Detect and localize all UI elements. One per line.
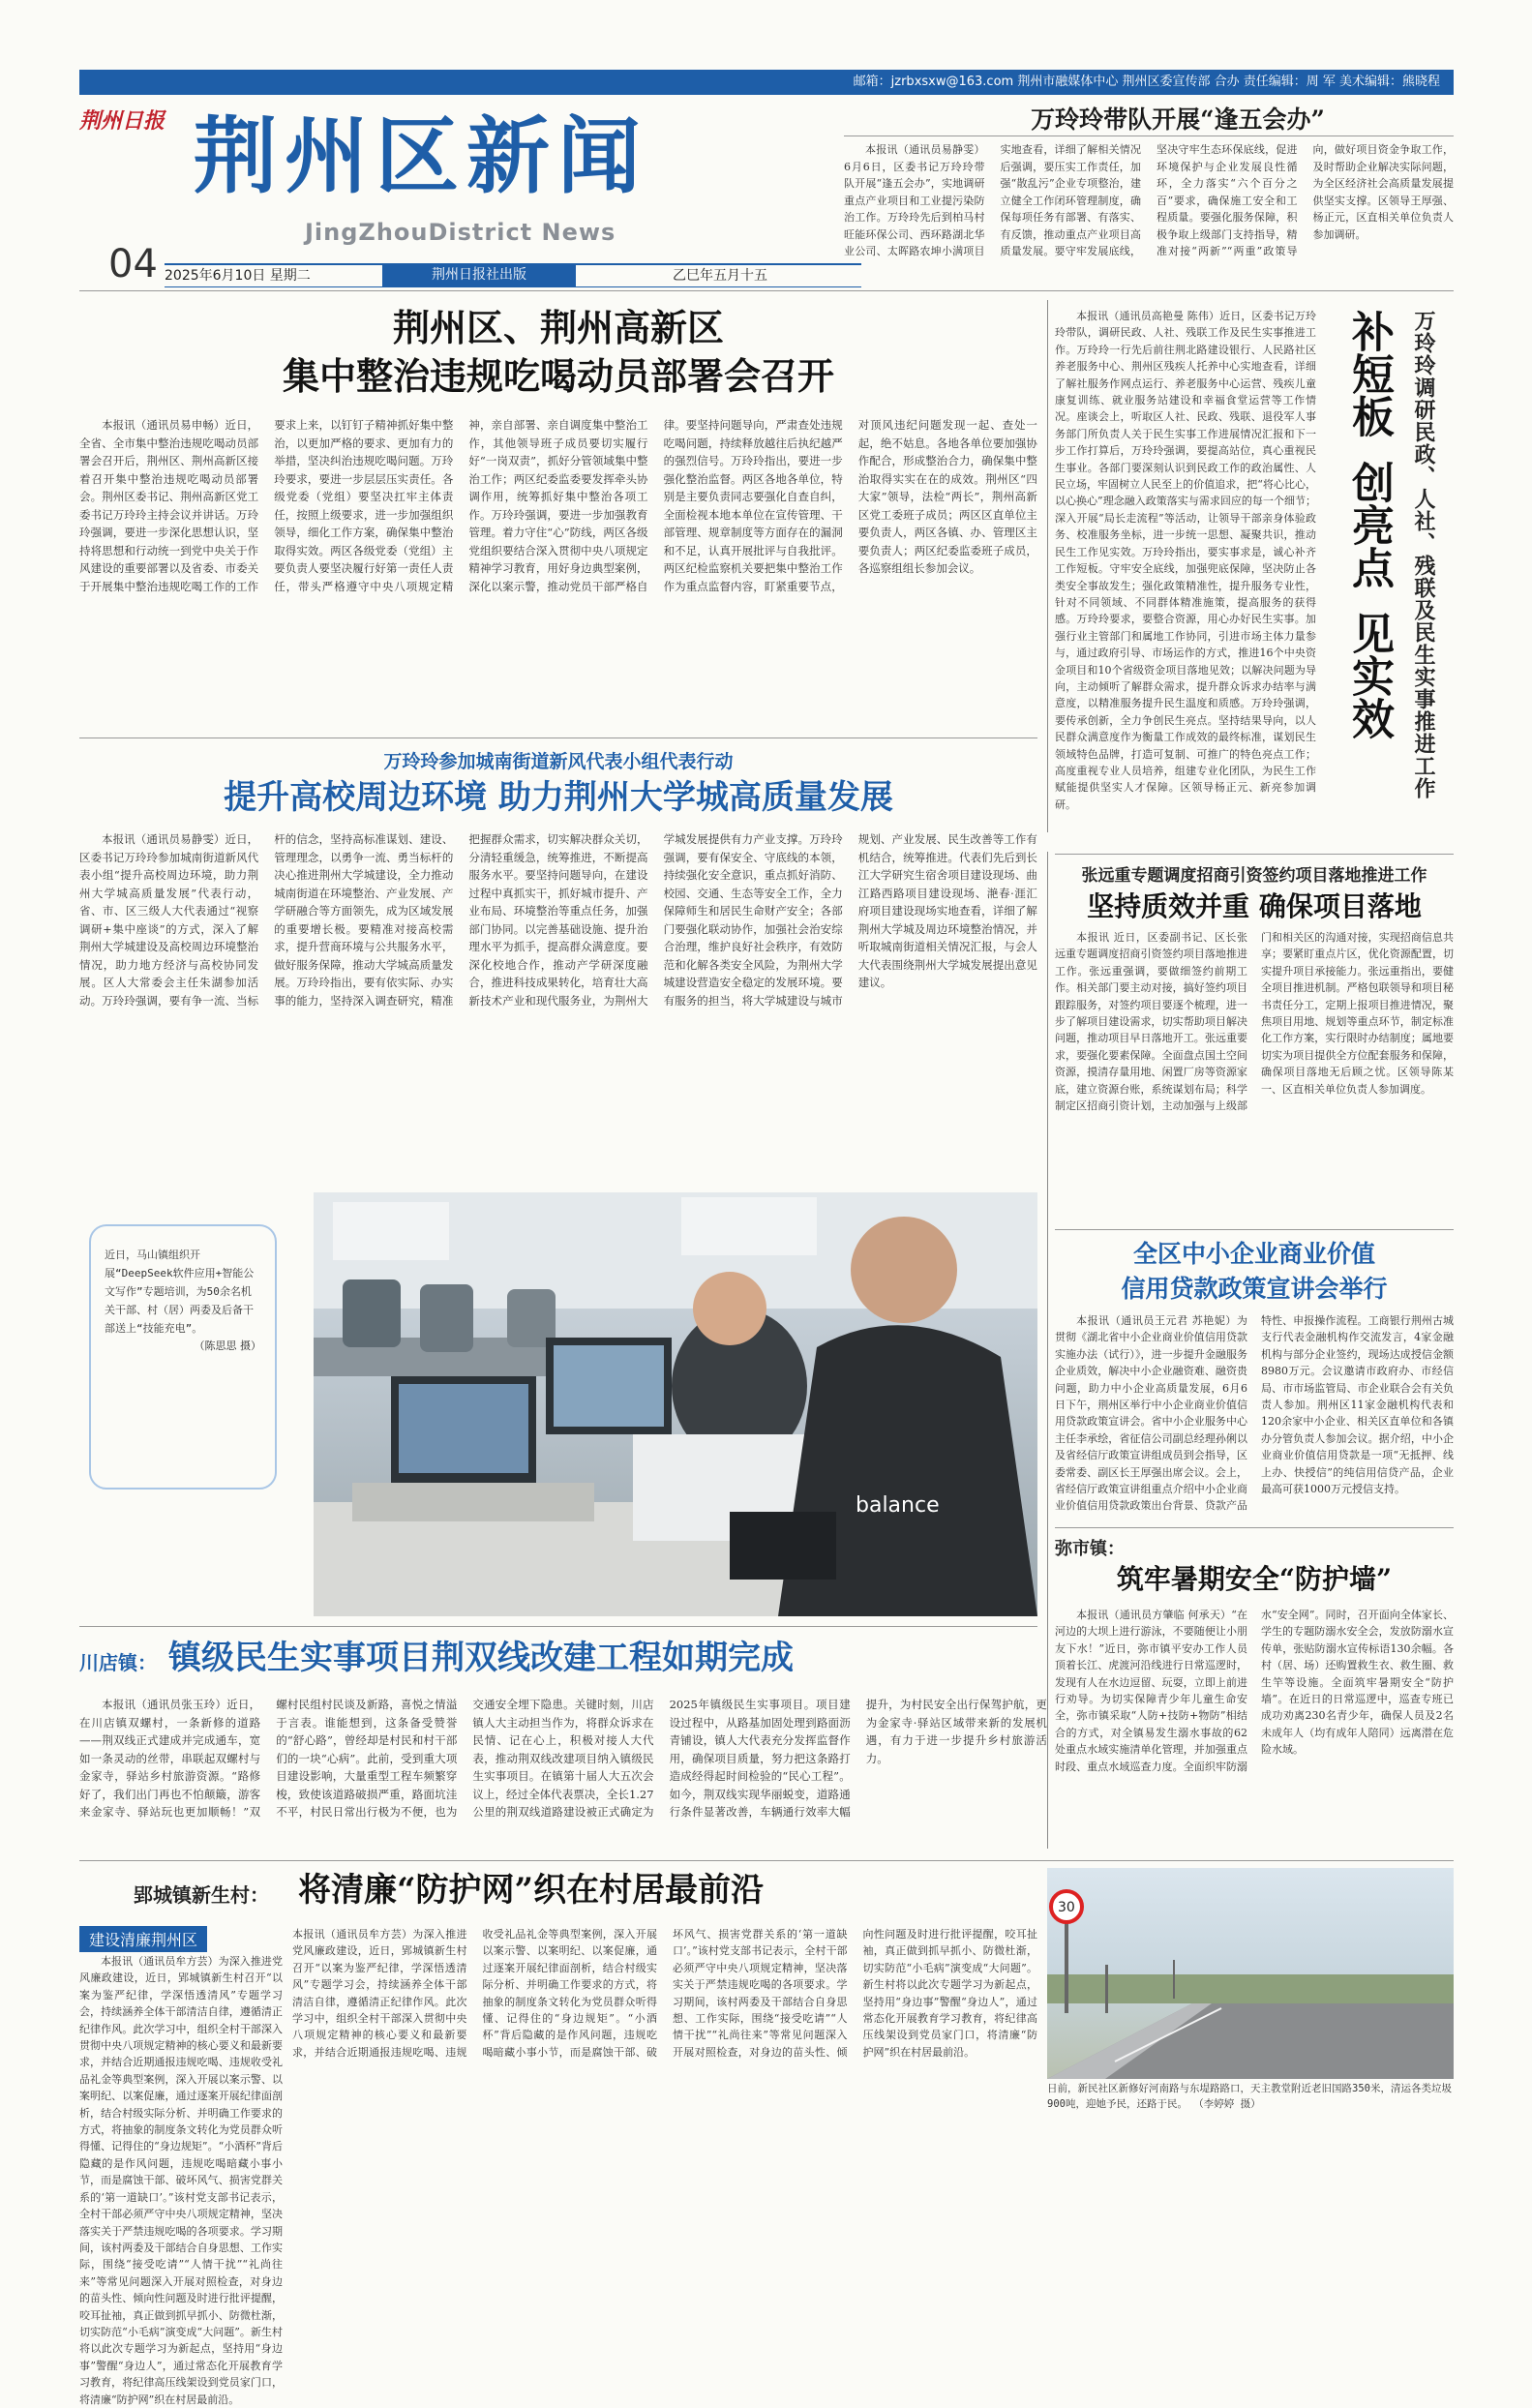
article-body: 本报讯（通讯员高艳曼 陈伟）近日，区委书记万玲玲带队，调研民政、人社、残联工作及民生实事推进工作。万玲玲一行先后前往荆北路建设银行、人民路社区养老服务中心、荆州区残疾人托养中心实地查看，详细了解社服务作网点运行、养老服务中心运营、残疾儿童康复训练、就业服务站建设和幸福食堂运营等工作情况。座谈会上，听取区人社、民政、残联、退役军人事务部门所负责人关于民生实事工作进展情况汇报和下一步工作打算后，万玲玲强调，要提高站位，真心重视民生事业。各部门要深刻认识到民政工作的政治属性、人民立场，牢固树立人民至上的价值追求，把“将心比心，以心换心”理念融入政策落实与需求回应的每一个细节；深入开展“局长走流程”等活动，让领导干部亲身体验政务、校准服务坐标，进一步统一思想、凝聚共识，推动民生工作见实效。万玲玲指出，要实事求是，诚心补齐工作短板。守牢安全底线，加强兜底保障，坚决防止各类安全事故发生；强化政策精准性，提升服务专业性，针对不同领域、不同群体精准施策，提高服务的获得感。万玲玲要求，要整合资源，用心办好民生实事。加强行业主管部门和属地工作协同，引进市场主体力量参与，通过政府引导、市场运作的方式，推进16个中央资金项目和10个省级资金项目落地见效；以解决问题为导向，主动倾听了解群众需求，提升群众诉求办结率与满意度，以精准服务提升民生温度和质感。万玲玲强调，要传承创新，全力争创民生亮点。坚持结果导向，以人民群众满意度作为衡量工作成效的最终标准，谋划民生领域特色品牌，打造可复制、可推广的特色亮点工作；高度重视专业人员培养，组建专业化团队，为民生工作赋能提供坚实人才保障。区领导杨正元、新亮参加调研。 <box>1055 310 1316 811</box>
article-sme-credit <box>1055 1237 1454 1307</box>
photo-credit: （陈思思 摄） <box>194 1339 261 1352</box>
date-bar <box>165 263 861 287</box>
headline-line1: 全区中小企业商业价值 <box>1132 1240 1375 1268</box>
divider <box>1055 1229 1454 1230</box>
article-investment <box>1055 861 1454 928</box>
masthead-en: JingZhouDistrict News <box>305 219 616 246</box>
training-photo <box>314 1192 1037 1616</box>
article-body-continued: 本报讯（通讯员牟方芸）为深入推进党风廉政建设，近日，郢城镇新生村召开“以案为鉴严纪律，学深悟透清风”专题学习会，持续涵养全体干部清洁自律，遵循清正纪律作风。此次学习中，组织全村干部深入贯彻中央八项规定精神的核心要义和最新要求，并结合近期通报违规吃喝、违规收受礼品礼金等典型案例，深入开展以案示警、以案明纪、以案促廉，通过逐案开展纪律面剖析，结合村级实际分析、并明确工作要求的方式，将抽象的制度条文转化为党员群众听得懂、记得住的“身边规矩”。“小酒杯”背后隐藏的是作风问题，违规吃喝暗藏小事小节，而是腐蚀干部、破坏风气、损害党群关系的‘第一道缺口’。”该村党支部书记表示，全村干部必须严守中央八项规定精神，坚决落实关于严禁违规吃喝的各项要求。学习期间，该村两委及干部结合自身思想、工作实际，围绕“接受吃请”“人情干扰”“礼尚往来”等常见问题深入开展对照检查，对身边的苗头性、倾向性问题及时进行批评提醒，咬耳扯袖，真正做到抓早抓小、防微杜渐，切实防范“小毛病”演变成“大问题”。新生村将以此次专题学习为新起点，坚持用“身边事”警醒“身边人”，通过常态化开展教育学习教育，将纪律高压线架设到党员家门口，将清廉“防护网”织在村居最前沿。 <box>292 1928 1037 2059</box>
divider <box>844 135 1454 136</box>
page-number: 04 <box>108 242 158 286</box>
place-label: 弥市镇： <box>1055 1539 1125 1559</box>
article-clean-net <box>79 1866 1037 1920</box>
article-title: 万玲玲带队开展“逢五会办” <box>1031 105 1325 134</box>
title-part-1: 补短板 <box>1344 310 1394 437</box>
article-wanlingling-feng5 <box>844 101 1454 135</box>
article-body: 本报讯（通讯员易静雯）6月6日，区委书记万玲玲带队开展“逢五会办”，实地调研重点产业项目和工业提污染防治工作。万玲玲先后到柏马村旺能环保公司、西环路湖北华业公司、太晖路农坤小满项目实地查看，详细了解相关情况后强调，要压实工作责任，加强“散乱污”企业专项整治，建立健全工作闭环管理制度，确保每项任务有部署、有落实、有反馈，推动重点产业项目高质量发展。要守牢发展底线，坚决守牢生态环保底线，促进环境保护与企业发展良性循环，全力落实“六个百分之百”要求，确保施工安全和工程质量。要强化服务保障，积极争取上级部门支持指导，精准对接“两新”“两重”政策导向，做好项目资金争取工作，及时帮助企业解决实际问题，为全区经济社会高质量发展提供坚实支撑。区领导王厚强、杨正元，区直相关单位负责人参加调研。 <box>844 143 1454 257</box>
main-title <box>1324 310 1401 739</box>
headline: 坚持质效并重 确保项目落地 <box>1087 890 1422 922</box>
headline: 提升高校周边环境 助力荆州大学城高质量发展 <box>224 778 893 817</box>
article-body: 本报讯（通讯员易申畅）近日，全省、全市集中整治违规吃喝动员部署会召开后，荆州区、荆州高新区接着召开集中整治违规吃喝动员部署会。荆州区委书记、荆州高新区党工委书记万玲玲主持会议并讲话。万玲玲强调，要进一步深化思想认识，坚持将思想和行动统一到党中央关于作风建设的重要部署以及省委、市委关于开展集中整治违规吃喝工作的工作要求上来，以钉钉子精神抓好集中整治，以更加严格的要求、更加有力的举措，坚决纠治违规吃喝问题。万玲玲要求，要进一步层层压实责任。各级党委（党组）要坚决扛牢主体责任，按照上级要求，进一步加强组织领导，细化工作方案，确保集中整治取得实效。两区各级党委（党组）主要负责人要坚决履行好第一责任人责任，带头严格遵守中央八项规定精神，亲自部署、亲自调度集中整治工作，其他领导班子成员要切实履行好“一岗双责”，抓好分管领域集中整治工作；两区纪委监委要发挥牵头协调作用，统筹抓好集中整治各项工作。万玲玲强调，要进一步加强教育管理。着力守住“心”防线，两区各级党组织要结合深入贯彻中央八项规定精神学习教育，用好身边典型案例，深化以案示警，推动党员干部严格自律。要坚持问题导向，严肃查处违规吃喝问题，持续释放越往后执纪越严的强烈信号。万玲玲指出，要进一步强化整治监督。两区各地各单位，特别是主要负责同志要强化自查自纠，全面检视本地本单位在宣传管理、干部管理、规章制度等方面存在的漏洞和不足，认真开展批评与自我批评。两区纪检监察机关要把集中整治工作作为重点监督内容，盯紧重要节点，对顶风违纪问题发现一起、查处一起，绝不姑息。各地各单位要加强协作配合，形成整治合力，确保集中整治取得实实在在的成效。荆州区“四大家”领导，法检“两长”，荆州高新区党工委班子成员；两区区直单位主要负责人，两区各镇、办、管理区主要负责人；两区纪委监委班子成员，各巡察组组长参加会议。 <box>79 418 1037 593</box>
shirt-text: balance <box>856 1493 940 1518</box>
divider <box>79 737 1037 738</box>
article-body: 本报讯（通讯员王元君 苏艳妮）为贯彻《湖北省中小企业商业价值信用贷款实施办法（试行）》，进一步提升金融服务企业质效，解决中小企业融资难、融资贵问题，助力中小企业高质量发展，6月6日下午，荆州区举行中小企业商业价值信用贷款政策宣讲会。省中小企业服务中心主任李承绘，省征信公司副总经理孙俐以及省经信厅政策宣讲组成员到会指导，区委常委、副区长王厚强出席会议。会上，省经信厅政策宣讲组重点介绍中小企业商业价值信用贷款政策出台背景、贷款产品特性、申报操作流程。工商银行荆州古城支行代表金融机构作交流发言，4家金融机构与部分企业签约，现场达成授信金额8980万元。会议邀请市政府办、市经信局、市市场监管局、市企业联合会有关负责人参加。荆州区11家金融机构代表和120余家中小企业、相关区直单位和各镇办分管负责人参加会议。据介绍，中小企业商业价值信用贷款是一项“无抵押、线上办、快授信”的纯信用信贷产品，企业最高可获1000万元授信支持。 <box>1055 1314 1454 1513</box>
subtitle: 万玲玲参加城南街道新风代表小组代表行动 <box>383 751 734 772</box>
title-part-3: 见实效 <box>1344 612 1394 739</box>
issue-date: 2025年6月10日 星期二 <box>165 268 311 284</box>
article-road <box>79 1634 1037 1688</box>
column-rule <box>1047 300 1048 832</box>
headline: 镇级民生实事项目荆双线改建工程如期完成 <box>168 1639 794 1677</box>
divider <box>1055 854 1454 855</box>
column-badge-label: 建设清廉荆州区 <box>79 1926 207 1952</box>
publisher-badge: 荆州日报社出版 <box>382 264 576 286</box>
road-illustration <box>1047 1868 1454 2079</box>
article-body: 本报讯（通讯员方肇临 何承天）“在河边的大坝上进行游泳，不要随便让小朋友下水！”近日，弥市镇平安办工作人员顶着长江、虎渡河沿线进行日常巡逻时，发现有人在水边逗留、玩耍，立即上前进行劝导。为切实保障青少年儿童生命安全，弥市镇采取“人防+技防+物防”相结合的方式，对全镇易发生溺水事故的62处重点水域实施清单化管理，并加强重点时段、重点水域巡查力度。全面织牢防溺水“安全网”。同时，召开面向全体家长、学生的专题防溺水安全会，发放防溺水宣传单，张贴防溺水宣传标语130余幅。各村（居、场）还购置救生衣、救生圈、救生竿等设施。全面筑牢暑期安全“防护墙”。在近日的日常巡逻中，巡查专班已成功劝离230名青少年，确保人员及2名未成年人（均有成年人陪同）远离潜在危险水域。 <box>1055 1609 1454 1773</box>
divider <box>79 1860 1454 1861</box>
article-body: 本报讯 近日，区委副书记、区长张远重专题调度招商引资签约项目落地推进工作。张远重强调，要做细签约前期工作。相关部门要主动对接，搞好签约项目跟踪服务，对签约项目要逐个梳理，进一步了解项目建设需求，切实帮助项目解决问题，推动项目早日落地开工。张远重要求，要强化要素保障。全面盘点国土空间资源，摸清存量用地、闲置厂房等资源家底，建立资源台账，系统谋划布局；科学制定区招商引资计划，主动加强与上级部门和相关区的沟通对接，实现招商信息共享；要紧盯重点片区，优化资源配置，切实提升项目承接能力。张远重指出，要健全项目推进机制。严格包联领导和项目秘书责任分工，定期上报项目推进情况，聚焦项目用地、规划等重点环节，制定标准化工作方案，实行限时办结制度；属地要切实为项目提供全方位配套服务和保障，确保项目落地无后顾之忧。区领导陈某一、区直相关单位负责人参加调度。 <box>1055 931 1454 1113</box>
paper-logo: 荆州日报 <box>79 108 165 134</box>
masthead: 荆州区新闻 <box>194 107 648 205</box>
divider <box>79 1626 1037 1627</box>
divider <box>1055 1527 1454 1528</box>
place-label: 川店镇： <box>79 1651 157 1674</box>
title-part-2: 创亮点 <box>1344 461 1394 588</box>
photo-illustration <box>314 1192 1037 1616</box>
place-label: 郢城镇新生村： <box>134 1883 269 1907</box>
photo-caption: 近日，马山镇组织开展“DeepSeek软件应用+智能公文写作”专题培训，为50余名机关干部、村（居）两委及后备干部送上“技能充电”。 <box>105 1249 255 1335</box>
speed-sign-number: 30 <box>1058 1900 1075 1915</box>
headline-line2: 信用贷款政策宣讲会举行 <box>1121 1275 1388 1303</box>
photo2-caption-block <box>1047 2081 1454 2112</box>
article-body-intro <box>79 1953 283 2406</box>
column-badge <box>79 1926 283 1952</box>
photo2-caption: 日前，新民社区新修好河南路与东堤路路口，天主教堂附近老旧国路350米，清运各类垃圾900吨，迎她予民，还路于民。 <box>1047 2083 1452 2110</box>
email-line: 邮箱：jzrbxsxw@163.com 荆州市融媒体中心 荆州区委宣传部 合办 责任编辑：周 军 美术编辑：熊晓程 <box>853 75 1440 89</box>
header-bar <box>79 70 1454 95</box>
article-9-continuation <box>292 1926 1037 2096</box>
article-violation-dining <box>79 304 1037 401</box>
photo2-credit: （李婷婷 摄） <box>1193 2098 1261 2110</box>
divider <box>79 290 1454 291</box>
headline-line1: 荆州区、荆州高新区 <box>392 306 724 349</box>
caption-box <box>89 1224 277 1490</box>
article-summer-safety <box>1055 1535 1454 1599</box>
article-body: 本报讯（通讯员牟方芸）为深入推进党风廉政建设，近日，郢城镇新生村召开“以案为鉴严纪律，学深悟透清风”专题学习会，持续涵养全体干部清洁自律，遵循清正纪律作风。此次学习中，组织全村干部深入贯彻中央八项规定精神的核心要义和最新要求，并结合近期通报违规吃喝、违规收受礼品礼金等典型案例，深入开展以案示警、以案明纪、以案促廉，通过逐案开展纪律面剖析，结合村级实际分析、并明确工作要求的方式，将抽象的制度条文转化为党员群众听得懂、记得住的“身边规矩”。“小酒杯”背后隐藏的是作风问题，违规吃喝暗藏小事小节，而是腐蚀干部、破坏风气、损害党群关系的‘第一道缺口’。”该村党支部书记表示，全村干部必须严守中央八项规定精神，坚决落实关于严禁违规吃喝的各项要求。学习期间，该村两委及干部结合自身思想、工作实际，围绕“接受吃请”“人情干扰”“礼尚往来”等常见问题深入开展对照检查，对身边的苗头性、倾向性问题及时进行批评提醒，咬耳扯袖，真正做到抓早抓小、防微杜渐，切实防范“小毛病”演变成“大问题”。新生村将以此次专题学习为新起点，坚持用“身边事”警醒“身边人”，通过常态化开展教育学习教育，将纪律高压线架设到党员家门口，将清廉“防护网”织在村居最前沿。 <box>79 1955 283 2406</box>
article-university-city <box>79 747 1037 822</box>
column-rule <box>1047 852 1048 1849</box>
headline-line2: 集中整治违规吃喝动员部署会召开 <box>282 354 834 398</box>
road-photo <box>1047 1868 1454 2079</box>
subtitle: 张远重专题调度招商引资签约项目落地推进工作 <box>1081 866 1427 886</box>
article-body: 本报讯（通讯员易静雯）近日，区委书记万玲玲参加城南街道新风代表小组“提升高校周边环境，助力荆州大学城高质量发展”代表行动，省、市、区三级人大代表通过“视察调研+集中座谈”的方式，深入了解荆州大学城建设及高校周边环境整治情况，助力地方经济与高校协同发展。区人大常委会主任朱湖参加活动。万玲玲强调，要有争一流、当标杆的信念，坚持高标准谋划、建设、管理理念，以勇争一流、勇当标杆的决心推进荆州大学城建设，全力推动城南街道在环境整治、产业发展、产学研融合等方面领先，成为区域发展的重要增长极。要精准对接高校需求，提升营商环境与公共服务水平，做好服务保障，推动大学城高质量发展。万玲玲指出，要有依实际、办实事的能力，坚持深入调查研究，精准把握群众需求，切实解决群众关切，分清轻重缓急，统筹推进，不断提高服务水平。要坚持问题导向，在建设过程中真抓实干，抓好城市提升、产业布局、环境整治等重点任务，加强部门协同。以完善基础设施、提升治理水平为抓手，提高群众满意度。要深化校地合作，推动产学研深度融合，推进科技成果转化，培育壮大高新技术产业和现代服务业，为荆州大学城发展提供有力产业支撑。万玲玲强调，要有保安全、守底线的本领，持续强化安全意识，重点抓好消防、校园、交通、生态等安全工作，全力保障师生和居民生命财产安全；各部门要强化联动协作，加强社会治安综合治理，维护良好社会秩序，有效防范和化解各类安全风险，为荆州大学城建设营造安全稳定的发展环境。要有服务的担当，将大学城建设与城市规划、产业发展、民生改善等工作有机结合，统筹推进。代表们先后到长江大学研究生宿舍项目建设现场、曲江路西路项目建设现场、滟春·涯汇府项目建设现场实地查看，详细了解荆州大学城及周边环境整治情况，并听取城南街道相关情况汇报，与会人大代表围绕荆州大学城发展提出意见建议。 <box>79 832 1037 1008</box>
article-body: 本报讯（通讯员张玉玲）近日，在川店镇双螺村，一条新修的道路——荆双线正式建成并完成通车，宽如一条灵动的丝带，串联起双螺村与金家寺，驿站乡村旅游资源。“路修好了，我们出门再也不怕颠簸，游客来金家寺、驿站玩也更加顺畅！”双螺村民组村民谈及新路，喜悦之情溢于言表。谁能想到，这条备受赞誉的“舒心路”，曾经却是村民和村干部们的一块“心病”。此前，受到重大项目建设影响，大量重型工程车频繁穿梭，致使该道路破损严重，路面坑洼不平，村民日常出行极为不便，也为交通安全埋下隐患。关键时刻，川店镇人大主动担当作为，将群众诉求在民情、记在心上，积极对接人大代表，推动荆双线改建项目纳入镇级民生实事项目。在镇第十届人大五次会议上，经过全体代表票决，全长1.27公里的荆双线道路建设被正式确定为2025年镇级民生实事项目。项目建设过程中，从路基加固处理到路面沥青铺设，镇人大代表充分发挥监督作用，确保项目质量，努力把这条路打造成经得起时间检验的“民心工程”。如今，荆双线实现华丽蜕变，道路通行条件显著改善，车辆通行效率大幅提升，为村民安全出行保驾护航，更为金家寺·驿站区域带来新的发展机遇，有力于进一步提升乡村旅游活力。 <box>79 1698 1047 1819</box>
lunar-date: 乙巳年五月十五 <box>673 268 767 284</box>
article-9-columns <box>292 1926 1037 2096</box>
side-title: 万玲玲调研民政、人社、残联及民生实事推进工作 <box>1411 310 1436 799</box>
headline: 筑牢暑期安全“防护墙” <box>1116 1563 1393 1595</box>
headline: 将清廉“防护网”织在村居最前沿 <box>298 1871 765 1910</box>
